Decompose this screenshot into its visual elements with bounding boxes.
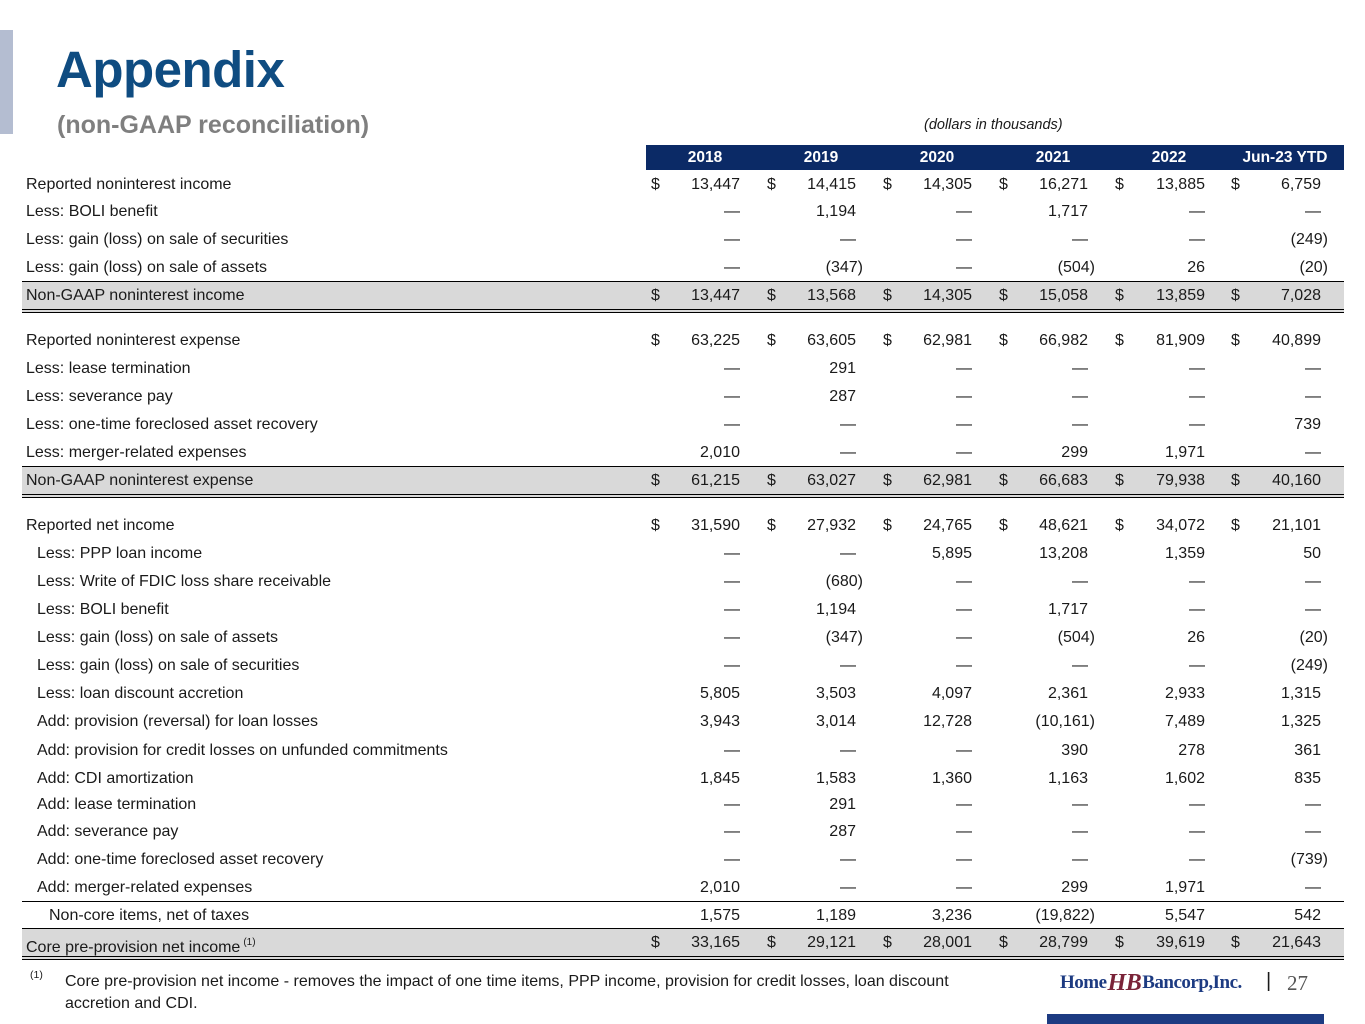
table-cell: — (724, 203, 740, 220)
table-cell: — (1189, 388, 1205, 405)
table-cell: — (1305, 203, 1321, 220)
table-cell: 34,072 (1156, 517, 1205, 534)
table-cell: 3,503 (815, 685, 856, 702)
table-cell: (347) (825, 629, 863, 646)
table-cell: — (724, 851, 740, 868)
table-cell: 29,121 (807, 934, 856, 951)
dollar-sign: $ (883, 472, 892, 489)
table-row (22, 254, 1344, 281)
table-cell: — (724, 416, 740, 433)
table-cell: — (1305, 444, 1321, 461)
dollar-sign: $ (651, 332, 660, 349)
table-cell: 3,943 (699, 713, 740, 730)
table-cell: 1,717 (1047, 203, 1088, 220)
dollar-sign: $ (767, 332, 776, 349)
table-cell: 5,547 (1164, 907, 1205, 924)
row-label: Core pre-provision net income $^{(1)}$ (26, 937, 256, 956)
table-cell: — (840, 879, 856, 896)
table-cell: — (724, 796, 740, 813)
row-label: Less: merger-related expenses (26, 444, 247, 461)
table-cell: — (956, 851, 972, 868)
accent-bar (0, 30, 13, 134)
dollar-sign: $ (1115, 934, 1124, 951)
table-cell: 6,759 (1280, 176, 1321, 193)
table-cell: 7,489 (1164, 713, 1205, 730)
dollar-sign: $ (883, 176, 892, 193)
row-label: Add: CDI amortization (37, 770, 194, 787)
table-cell: — (724, 545, 740, 562)
table-cell: — (956, 601, 972, 618)
table-cell: — (1189, 573, 1205, 590)
table-cell: — (724, 259, 740, 276)
dollar-sign: $ (883, 332, 892, 349)
row-label: Less: BOLI benefit (37, 601, 169, 618)
table-cell: 2,933 (1164, 685, 1205, 702)
column-header: 2019 (803, 149, 839, 166)
table-cell: 13,447 (691, 176, 740, 193)
dollar-sign: $ (1231, 332, 1240, 349)
table-cell: — (1189, 416, 1205, 433)
table-cell: 1,194 (815, 203, 856, 220)
table-cell: 31,590 (691, 517, 740, 534)
table-cell: 4,097 (931, 685, 972, 702)
table-cell: — (956, 879, 972, 896)
row-label: Reported net income (26, 517, 175, 534)
table-cell: — (724, 742, 740, 759)
table-cell: — (956, 573, 972, 590)
dollar-sign: $ (767, 287, 776, 304)
bottom-accent-bar (1047, 1014, 1324, 1024)
table-cell: — (956, 203, 972, 220)
table-row (22, 818, 1344, 845)
table-row (22, 281, 1344, 313)
footnote-marker: (1) (30, 969, 43, 981)
dollar-sign: $ (883, 934, 892, 951)
table-cell: 299 (1061, 879, 1088, 896)
table-cell: — (840, 416, 856, 433)
row-label: Non-GAAP noninterest income (26, 287, 245, 304)
footnote-text: Core pre-provision net income - removes the impact of one time items, PPP income, provision for credit losses, loan discount accretion and CDI. (65, 973, 949, 1012)
table-cell: 7,028 (1280, 287, 1321, 304)
table-cell: — (840, 742, 856, 759)
table-cell: — (956, 742, 972, 759)
column-header: 2021 (1035, 149, 1071, 166)
table-cell: 1,971 (1164, 444, 1205, 461)
logo-text-bancorp: Bancorp,Inc. (1142, 972, 1242, 993)
table-cell: (10,161) (1035, 713, 1095, 730)
table-cell: — (840, 851, 856, 868)
table-cell: 14,305 (923, 176, 972, 193)
row-label: Less: PPP loan income (37, 545, 203, 562)
dollar-sign: $ (999, 934, 1008, 951)
table-cell: — (1072, 360, 1088, 377)
dollar-sign: $ (1115, 472, 1124, 489)
column-header: 2020 (919, 149, 955, 166)
dollar-sign: $ (651, 472, 660, 489)
table-cell: 63,605 (807, 332, 856, 349)
row-label: Less: gain (loss) on sale of assets (26, 259, 268, 276)
table-cell: — (724, 360, 740, 377)
table-row (22, 624, 1344, 651)
table-cell: — (1189, 796, 1205, 813)
table-cell: — (840, 231, 856, 248)
dollar-sign: $ (767, 517, 776, 534)
table-cell: 61,215 (691, 472, 740, 489)
table-cell: 739 (1294, 416, 1321, 433)
table-row (22, 439, 1344, 466)
table-cell: — (1305, 601, 1321, 618)
table-row (22, 596, 1344, 623)
table-cell: 5,895 (931, 545, 972, 562)
table-cell: — (956, 388, 972, 405)
table-cell: — (956, 796, 972, 813)
table-cell: — (956, 231, 972, 248)
table-row (22, 383, 1344, 410)
table-cell: 12,728 (923, 713, 972, 730)
table-cell: 26 (1187, 259, 1205, 276)
table-cell: 2,361 (1047, 685, 1088, 702)
row-label: Less: loan discount accretion (37, 685, 244, 702)
table-cell: — (1305, 573, 1321, 590)
page-subtitle: (non-GAAP reconciliation) (57, 111, 370, 139)
row-label: Less: lease termination (26, 360, 191, 377)
table-row (22, 540, 1344, 567)
table-cell: (504) (1057, 259, 1095, 276)
table-cell: — (956, 444, 972, 461)
table-row (22, 226, 1344, 253)
logo-mark-icon: HB (1107, 970, 1142, 996)
table-cell: — (956, 416, 972, 433)
row-label: Add: provision for credit losses on unfunded commitments (37, 742, 448, 759)
dollar-sign: $ (1115, 176, 1124, 193)
dollar-sign: $ (651, 517, 660, 534)
dollar-sign: $ (767, 176, 776, 193)
table-cell: 287 (829, 823, 856, 840)
row-label: Less: Write of FDIC loss share receivable (37, 573, 332, 590)
dollar-sign: $ (1115, 517, 1124, 534)
table-cell: 1,189 (815, 907, 856, 924)
table-cell: 5,805 (699, 685, 740, 702)
table-cell: 835 (1294, 770, 1321, 787)
row-label: Non-GAAP noninterest expense (26, 472, 254, 489)
table-cell: 62,981 (923, 332, 972, 349)
table-cell: — (1189, 203, 1205, 220)
table-cell: 1,971 (1164, 879, 1205, 896)
dollar-sign: $ (999, 332, 1008, 349)
table-cell: — (724, 823, 740, 840)
row-label: Add: severance pay (37, 823, 179, 840)
table-row (22, 680, 1344, 707)
logo-text-home: Home (1060, 972, 1107, 993)
dollar-sign: $ (999, 176, 1008, 193)
table-cell: 13,447 (691, 287, 740, 304)
table-cell: 40,160 (1272, 472, 1321, 489)
table-cell: (249) (1290, 657, 1328, 674)
table-cell: 79,938 (1156, 472, 1205, 489)
table-cell: 28,799 (1039, 934, 1088, 951)
row-label: Reported noninterest expense (26, 332, 241, 349)
table-cell: 291 (829, 360, 856, 377)
table-cell: 63,225 (691, 332, 740, 349)
table-cell: 390 (1061, 742, 1088, 759)
table-header (646, 145, 1344, 170)
dollar-sign: $ (1231, 176, 1240, 193)
table-cell: 13,208 (1039, 545, 1088, 562)
dollar-sign: $ (1115, 287, 1124, 304)
table-cell: (504) (1057, 629, 1095, 646)
table-cell: — (1189, 823, 1205, 840)
table-cell: 14,305 (923, 287, 972, 304)
dollar-sign: $ (767, 472, 776, 489)
table-cell: 13,568 (807, 287, 856, 304)
row-label: Add: provision (reversal) for loan losses (37, 713, 319, 730)
table-cell: (739) (1290, 851, 1328, 868)
table-cell: 361 (1294, 742, 1321, 759)
table-cell: 3,014 (815, 713, 856, 730)
row-label: Add: one-time foreclosed asset recovery (37, 851, 324, 868)
table-cell: — (1072, 657, 1088, 674)
table-cell: 40,899 (1272, 332, 1321, 349)
page-title: Appendix (56, 41, 285, 98)
table-cell: — (956, 823, 972, 840)
table-cell: 16,271 (1039, 176, 1088, 193)
table-cell: — (1305, 388, 1321, 405)
table-cell: 13,859 (1156, 287, 1205, 304)
table-cell: 1,845 (699, 770, 740, 787)
table-cell: — (840, 657, 856, 674)
dollar-sign: $ (999, 517, 1008, 534)
table-cell: — (1305, 879, 1321, 896)
table-cell: — (724, 657, 740, 674)
table-cell: 21,101 (1272, 517, 1321, 534)
units-note: (dollars in thousands) (924, 117, 1063, 133)
table-cell: — (1072, 796, 1088, 813)
table-row (22, 327, 1344, 354)
table-cell: 50 (1303, 545, 1321, 562)
table-cell: 24,765 (923, 517, 972, 534)
table-cell: 3,236 (931, 907, 972, 924)
table-cell: — (1189, 851, 1205, 868)
page-separator: | (1266, 970, 1272, 992)
table-cell: 26 (1187, 629, 1205, 646)
table-cell: (19,822) (1035, 907, 1095, 924)
table-cell: 1,194 (815, 601, 856, 618)
row-label: Less: BOLI benefit (26, 203, 158, 220)
table-cell: (680) (825, 573, 863, 590)
table-cell: 15,058 (1039, 287, 1088, 304)
dollar-sign: $ (999, 287, 1008, 304)
table-cell: (249) (1290, 231, 1328, 248)
row-label: Non-core items, net of taxes (49, 907, 250, 924)
table-cell: — (1305, 823, 1321, 840)
row-label: Add: merger-related expenses (37, 879, 253, 896)
table-cell: (20) (1299, 259, 1328, 276)
table-cell: — (956, 360, 972, 377)
table-cell: 1,360 (931, 770, 972, 787)
table-cell: — (724, 231, 740, 248)
table-cell: 278 (1178, 742, 1205, 759)
table-cell: — (1189, 601, 1205, 618)
table-row (22, 171, 1344, 198)
dollar-sign: $ (1231, 287, 1240, 304)
table-cell: 299 (1061, 444, 1088, 461)
table-row (22, 652, 1344, 679)
table-row (22, 846, 1344, 873)
table-cell: 2,010 (699, 444, 740, 461)
dollar-sign: $ (1115, 332, 1124, 349)
page-number: 27 (1287, 971, 1308, 995)
table-cell: 2,010 (699, 879, 740, 896)
table-cell: 1,717 (1047, 601, 1088, 618)
table-cell: — (1189, 657, 1205, 674)
table-cell: 1,583 (815, 770, 856, 787)
table-cell: 48,621 (1039, 517, 1088, 534)
table-cell: 62,981 (923, 472, 972, 489)
table-row (22, 737, 1344, 764)
table-cell: 66,683 (1039, 472, 1088, 489)
table-cell: — (956, 259, 972, 276)
table-cell: — (1189, 231, 1205, 248)
table-cell: 66,982 (1039, 332, 1088, 349)
table-row (22, 765, 1344, 792)
table-row (22, 708, 1344, 735)
table-row (22, 198, 1344, 225)
table-cell: — (1072, 416, 1088, 433)
dollar-sign: $ (883, 517, 892, 534)
table-cell: 1,359 (1164, 545, 1205, 562)
table-cell: 63,027 (807, 472, 856, 489)
table-cell: 21,643 (1272, 934, 1321, 951)
table-cell: (347) (825, 259, 863, 276)
column-header: 2022 (1151, 149, 1187, 166)
table-cell: 14,415 (807, 176, 856, 193)
table-cell: — (956, 629, 972, 646)
dollar-sign: $ (999, 472, 1008, 489)
table-row (22, 355, 1344, 382)
table-row (22, 874, 1344, 901)
table-cell: — (724, 601, 740, 618)
table-cell: 1,602 (1164, 770, 1205, 787)
dollar-sign: $ (651, 934, 660, 951)
table-row (22, 466, 1344, 498)
table-cell: 1,315 (1280, 685, 1321, 702)
row-label: Less: gain (loss) on sale of securities (37, 657, 300, 674)
table-cell: 287 (829, 388, 856, 405)
dollar-sign: $ (651, 287, 660, 304)
row-label: Less: severance pay (26, 388, 173, 405)
column-header: Jun-23 YTD (1242, 149, 1328, 166)
table-cell: — (724, 388, 740, 405)
table-cell: — (840, 444, 856, 461)
table-cell: 1,325 (1280, 713, 1321, 730)
table-cell: — (1072, 573, 1088, 590)
table-cell: 13,885 (1156, 176, 1205, 193)
table-row (22, 411, 1344, 438)
row-label: Reported noninterest income (26, 176, 232, 193)
table-cell: 33,165 (691, 934, 740, 951)
row-label: Add: lease termination (37, 796, 197, 813)
dollar-sign: $ (883, 287, 892, 304)
table-cell: — (1189, 360, 1205, 377)
table-cell: — (1072, 231, 1088, 248)
table-cell: 291 (829, 796, 856, 813)
table-row (22, 512, 1344, 539)
table-row (22, 901, 1344, 929)
dollar-sign: $ (1231, 934, 1240, 951)
table-cell: 27,932 (807, 517, 856, 534)
dollar-sign: $ (767, 934, 776, 951)
table-cell: — (724, 629, 740, 646)
table-cell: — (1305, 360, 1321, 377)
row-label: Less: gain (loss) on sale of securities (26, 231, 289, 248)
dollar-sign: $ (651, 176, 660, 193)
table-cell: 1,575 (699, 907, 740, 924)
dollar-sign: $ (1231, 517, 1240, 534)
row-label: Less: gain (loss) on sale of assets (37, 629, 279, 646)
dollar-sign: $ (1231, 472, 1240, 489)
column-header: 2018 (687, 149, 723, 166)
table-cell: 542 (1294, 907, 1321, 924)
row-label: Less: one-time foreclosed asset recovery (26, 416, 318, 433)
table-cell: — (1305, 796, 1321, 813)
table-cell: 39,619 (1156, 934, 1205, 951)
table-cell: — (1072, 388, 1088, 405)
table-cell: — (1072, 851, 1088, 868)
company-logo (1060, 968, 1242, 1004)
table-cell: — (724, 573, 740, 590)
table-cell: — (1072, 823, 1088, 840)
table-cell: (20) (1299, 629, 1328, 646)
table-cell: 28,001 (923, 934, 972, 951)
table-cell: 81,909 (1156, 332, 1205, 349)
table-cell: — (956, 657, 972, 674)
table-row (22, 568, 1344, 595)
footnote-reference: (1) (243, 937, 256, 948)
table-cell: 1,163 (1047, 770, 1088, 787)
table-cell: — (840, 545, 856, 562)
table-row (22, 791, 1344, 818)
table-row (22, 928, 1344, 960)
